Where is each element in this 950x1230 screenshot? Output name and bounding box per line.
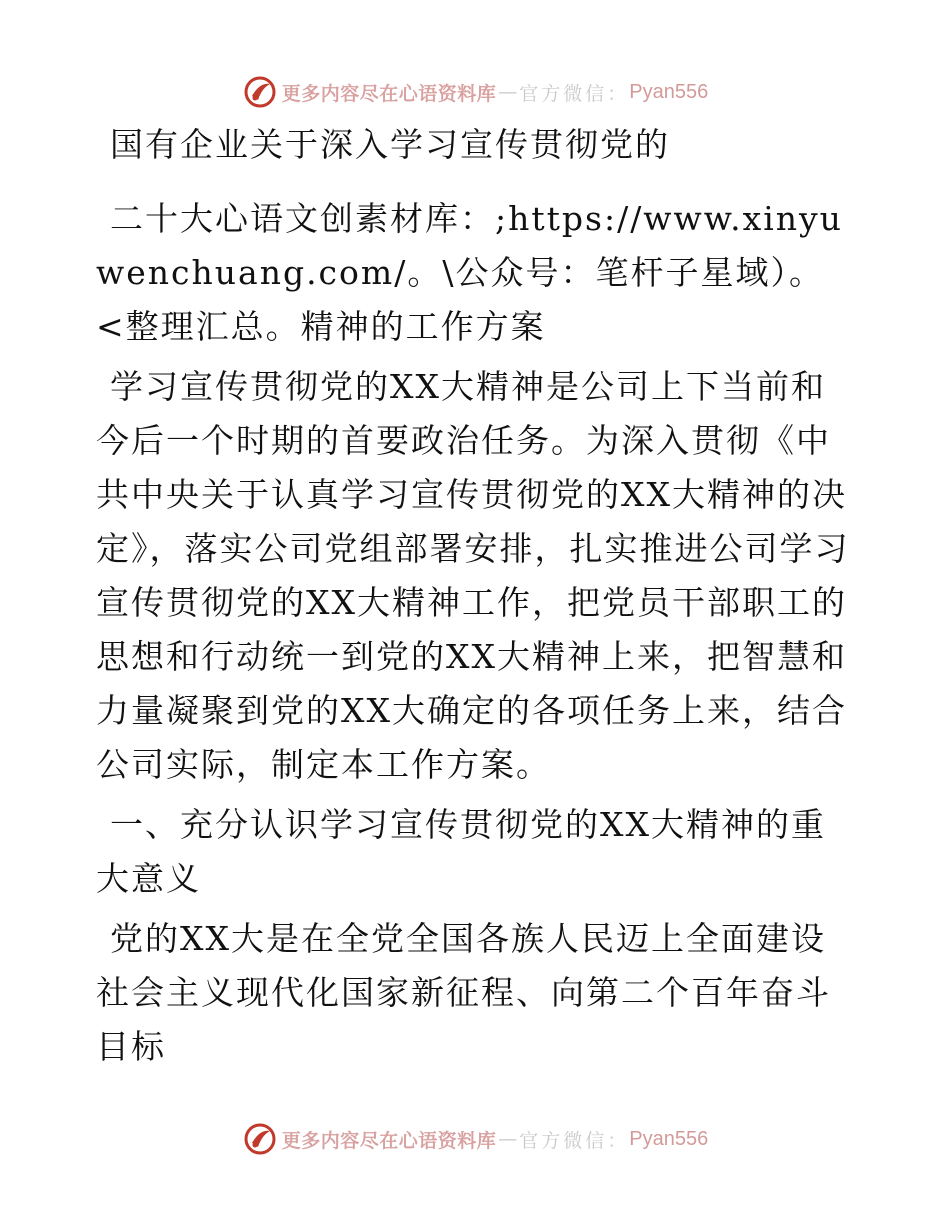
- header-wechat-id: Pyan556: [629, 80, 709, 103]
- header-wechat-label: 官方微信：: [519, 82, 630, 105]
- brush-logo-icon: [242, 1121, 278, 1157]
- footer-wechat-id: Pyan556: [629, 1127, 709, 1150]
- document-body: [96, 118, 852, 1074]
- header-brand-text: 更多内容尽在心语资料库: [281, 82, 497, 105]
- document-paragraph-1: 学习宣传贯彻党的XX大精神是公司上下当前和今后一个时期的首要政治任务。为深入贯彻《中共中央关于认真学习宣传贯彻党的XX大精神的决定》，落实公司党组部署安排，扎实推进公司学习宣传贯彻党的XX大精神工作，把党员干部职工的思想和行动统一到党的XX大精神上来，把智慧和力量凝聚到党的XX大确定的各项任务上来，结合公司实际，制定本工作方案。: [96, 367, 850, 784]
- section-heading-1: 一、充分认识学习宣传贯彻党的XX大精神的重大意义: [96, 805, 826, 898]
- header-dash: —: [498, 81, 518, 103]
- document-title-line1: 国有企业关于深入学习宣传贯彻党的: [110, 125, 670, 164]
- document-paragraph-2: 党的XX大是在全党全国各族人民迈上全面建设社会主义现代化国家新征程、向第二个百年奋斗目标: [96, 919, 831, 1066]
- header-banner: [0, 70, 950, 114]
- brush-logo-icon: [242, 74, 278, 110]
- footer-banner: [0, 1117, 950, 1161]
- footer-wechat-label: 官方微信：: [519, 1129, 630, 1152]
- footer-dash: —: [498, 1128, 518, 1150]
- document-title-line2: 二十大心语文创素材库：;https://www.xinyuwenchuang.com/。\公众号：笔杆子星域）。<整理汇总。精神的工作方案: [96, 199, 843, 346]
- footer-brand-text: 更多内容尽在心语资料库: [281, 1129, 497, 1152]
